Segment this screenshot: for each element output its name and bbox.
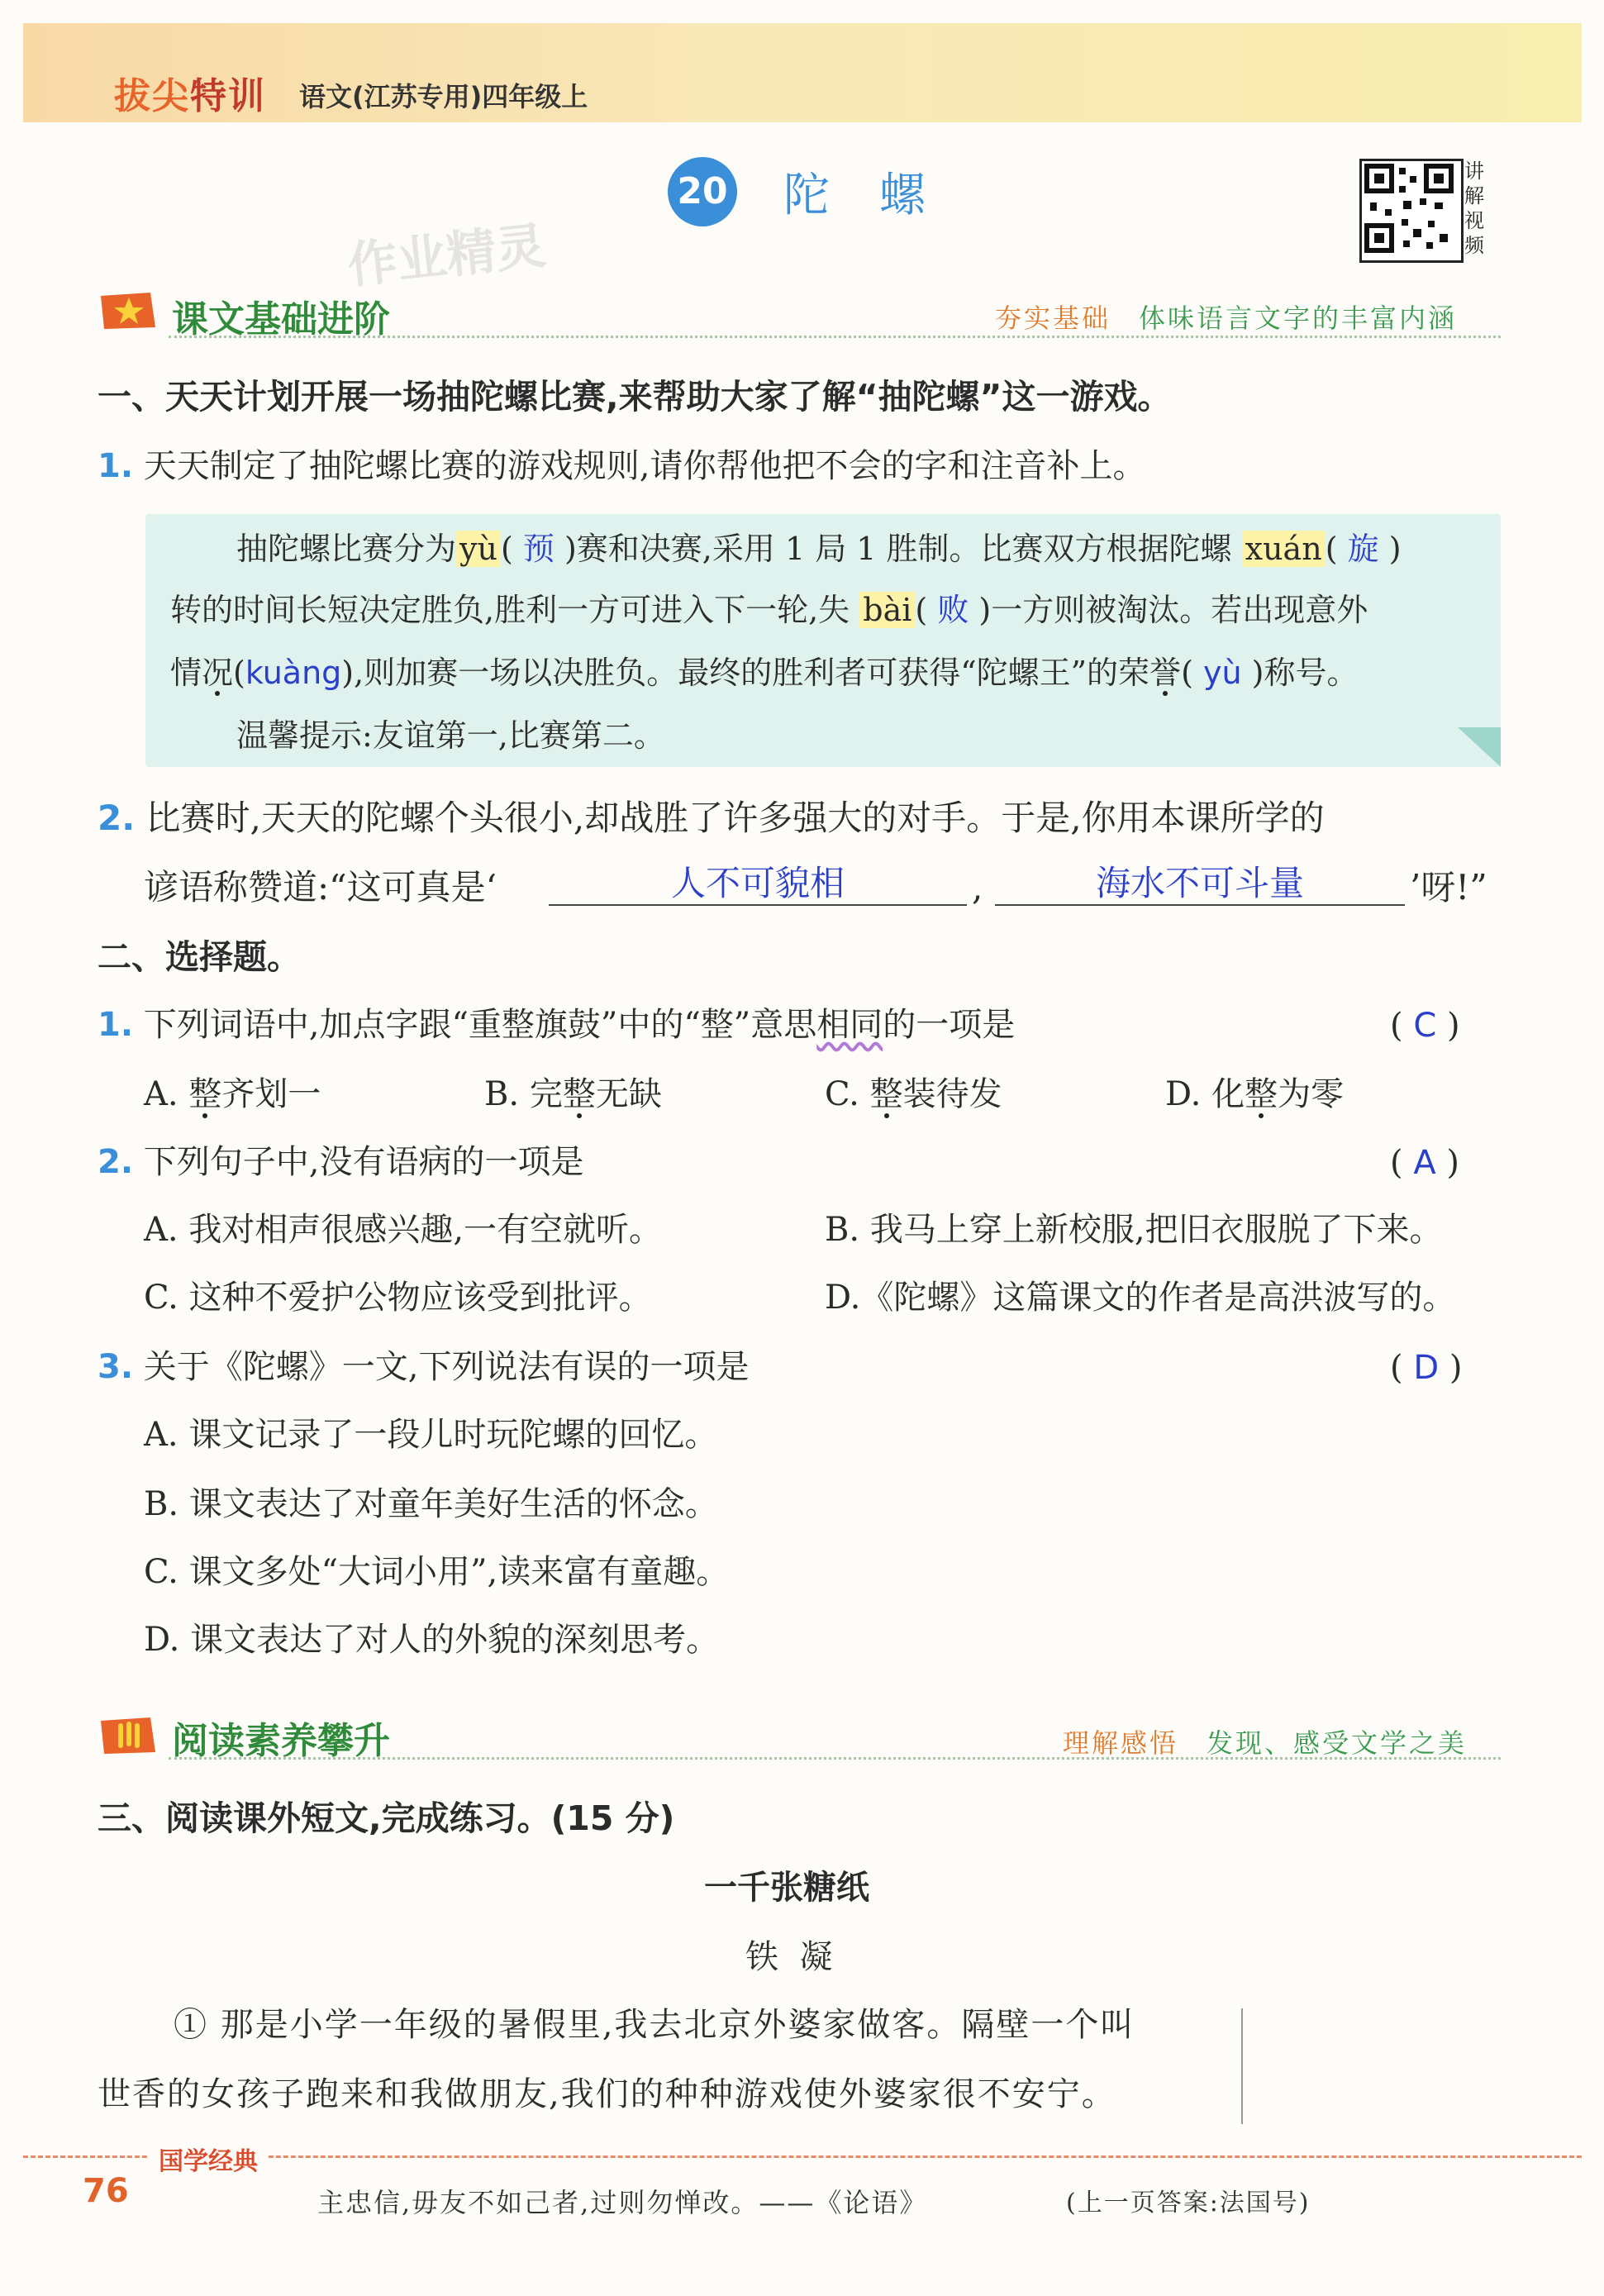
rules-line-1: 抽陀螺比赛分为 yù ( 预 )赛和决赛,采用 1 局 1 胜制。比赛双方根据陀螺 xuán ( 旋 ) [236, 531, 1402, 567]
q1-item1: 1. 天天制定了抽陀螺比赛的游戏规则,请你帮他把不会的字和注音补上。 [98, 447, 1146, 485]
section-subtitle-reading: 理解感悟 发现、感受文学之美 [1063, 1727, 1468, 1759]
reading-flag-icon [98, 1716, 159, 1755]
section-title-reading: 阅读素养攀升 [172, 1720, 390, 1762]
q2-item1-option-c[interactable]: C. 整装待发 [825, 1075, 1002, 1113]
q2-item1-answer[interactable]: ( C ) [1390, 1007, 1460, 1045]
section-divider-2 [169, 1757, 1501, 1760]
q2-item2-option-c[interactable]: C. 这种不爱护公物应该受到批评。 [144, 1279, 652, 1317]
q2-item3-answer[interactable]: ( D ) [1390, 1349, 1463, 1387]
footer-quote: 主忠信,毋友不如己者,过则勿惮改。——《论语》 [317, 2187, 928, 2218]
q1-item2-line2-end: ’呀!” [1410, 867, 1487, 907]
q3-heading: 三、阅读课外短文,完成练习。(15 分) [98, 1798, 675, 1838]
answer-field-proverb-2[interactable]: 海水不可斗量 [995, 856, 1405, 906]
section-subtitle-basics: 夯实基础 体味语言文字的丰富内涵 [995, 302, 1458, 334]
q2-item2-option-b[interactable]: B. 我马上穿上新校服,把旧衣服脱了下来。 [825, 1211, 1443, 1249]
q2-item2-answer[interactable]: ( A ) [1390, 1144, 1460, 1182]
q2-item3-option-d[interactable]: D. 课文表达了对人的外貌的深刻思考。 [144, 1621, 720, 1659]
footer-prev-answer: (上一页答案:法国号) [1066, 2189, 1311, 2217]
proverb-separator: , [972, 867, 983, 907]
q2-item3-option-c[interactable]: C. 课文多处“大词小用”,读来富有童趣。 [144, 1553, 730, 1591]
q2-item1-option-d[interactable]: D. 化整为零 [1165, 1075, 1345, 1113]
qr-code-icon[interactable] [1359, 159, 1464, 263]
q1-item2-line1: 2. 比赛时,天天的陀螺个头很小,却战胜了许多强大的对手。于是,你用本课所学的 [98, 798, 1325, 838]
q2-item3-option-a[interactable]: A. 课文记录了一段儿时玩陀螺的回忆。 [144, 1416, 718, 1454]
lesson-number-badge: 20 [668, 157, 737, 226]
lesson-title: 陀螺 [783, 169, 975, 222]
subject-label: 语文(江苏专用)四年级上 [299, 81, 588, 112]
q1-heading: 一、天天计划开展一场抽陀螺比赛,来帮助大家了解“抽陀螺”这一游戏。 [98, 377, 1172, 417]
rules-line-3: 情况(kuàng),则加赛一场以决胜负。最终的胜利者可获得“陀螺王”的荣誉( yù )称号。 [170, 655, 1359, 691]
rules-tip: 温馨提示:友谊第一,比赛第二。 [236, 717, 665, 754]
star-flag-icon [98, 291, 159, 331]
q2-item1-option-b[interactable]: B. 完整无缺 [484, 1075, 662, 1113]
watermark-text: 作业精灵 [345, 217, 549, 296]
passage-paragraph-1-line-1: ① 那是小学一年级的暑假里,我去北京外婆家做客。隔壁一个叫 [174, 2006, 1135, 2044]
page-number: 76 [83, 2172, 129, 2210]
rules-line-2: 转的时间长短决定胜负,胜利一方可进入下一轮,失 bài ( 败 )一方则被淘汰。若出现意外 [170, 592, 1368, 628]
rules-box-fold [1458, 727, 1501, 767]
answer-field-proverb-1[interactable]: 人不可貌相 [549, 856, 967, 906]
qr-label: 讲解视频 [1464, 160, 1484, 257]
passage-title: 一千张糖纸 [704, 1869, 869, 1907]
q1-item2-line2-start: 谚语称赞道:“这可真是‘ [144, 867, 497, 907]
q2-item2-stem: 2. 下列句子中,没有语病的一项是 [98, 1143, 584, 1181]
q2-item3-stem: 3. 关于《陀螺》一文,下列说法有误的一项是 [98, 1348, 750, 1386]
passage-author: 铁 凝 [745, 1938, 833, 1976]
footer-tag: 国学经典 [149, 2141, 268, 2177]
section-title-basics: 课文基础进阶 [172, 298, 390, 341]
q2-item2-option-d[interactable]: D.《陀螺》这篇课文的作者是高洪波写的。 [825, 1279, 1456, 1317]
q2-item3-option-b[interactable]: B. 课文表达了对童年美好生活的怀念。 [144, 1485, 718, 1523]
q2-item2-option-a[interactable]: A. 我对相声很感兴趣,一有空就听。 [144, 1211, 663, 1249]
q2-item1-stem: 1. 下列词语中,加点字跟“重整旗鼓”中的“整”意思相同的一项是 [98, 1006, 1016, 1044]
brand-logo: 拔尖特训 [114, 75, 266, 117]
passage-paragraph-1-line-2: 世香的女孩子跑来和我做朋友,我们的种种游戏使外婆家很不安宁。 [98, 2075, 1116, 2113]
passage-margin-line [1241, 2008, 1243, 2124]
q2-heading: 二、选择题。 [98, 937, 301, 977]
section-divider [169, 336, 1501, 338]
q2-item1-option-a[interactable]: A. 整齐划一 [144, 1075, 321, 1113]
